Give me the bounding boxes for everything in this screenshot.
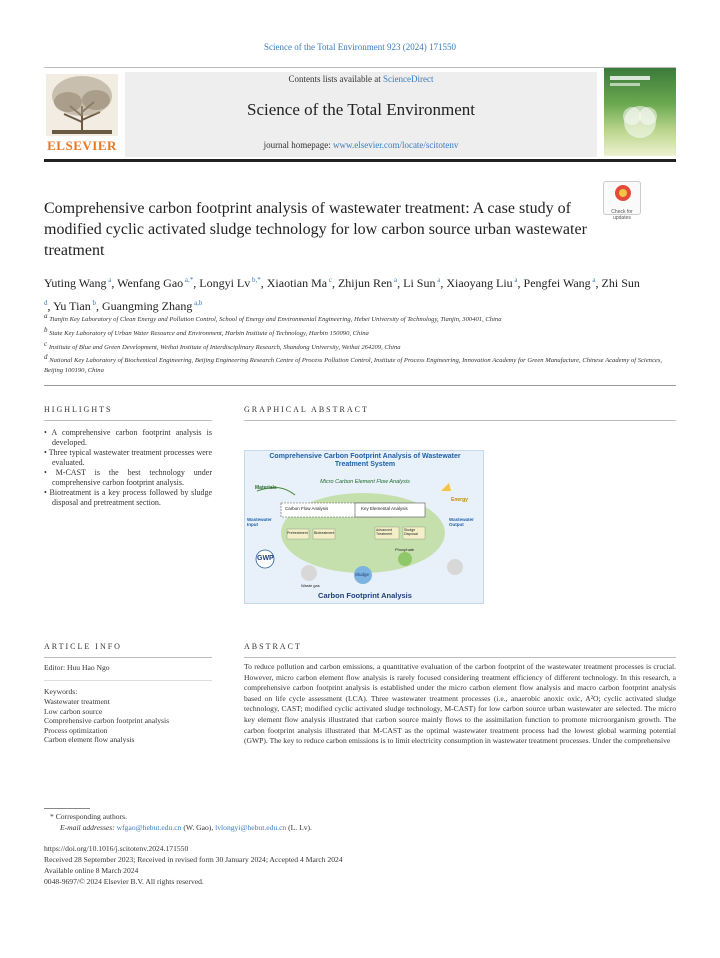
highlight-item: • M-CAST is the best technology under comprehensive carbon footprint analysis.: [44, 468, 212, 487]
author-name: Yu Tian: [53, 299, 91, 313]
author-name: Wenfang Gao: [117, 276, 184, 290]
author-affiliation-marker[interactable]: a: [590, 276, 596, 284]
journal-cover-image: [604, 68, 676, 156]
ga-waste-gas: Waste gas: [301, 583, 320, 588]
author-name: Zhi Sun: [601, 276, 640, 290]
email-line: [60, 823, 660, 833]
ga-energy: Energy: [451, 497, 468, 503]
copyright-line: 0048-9697/© 2024 Elsevier B.V. All rights reserved.: [44, 877, 204, 886]
author-affiliation-marker[interactable]: a: [106, 276, 112, 284]
highlights-list: [44, 428, 212, 508]
author-affiliation-marker[interactable]: d: [44, 299, 48, 307]
author-name: Xiaotian Ma: [266, 276, 328, 290]
ga-sludge: Sludge: [355, 572, 370, 577]
ga-wastewater-output: Wastewater Output: [449, 517, 474, 527]
article-title: Comprehensive carbon footprint analysis of wastewater treatment: A case study of modified cyclic activated sludge technology for low carbon source urban wastewater treatment: [44, 200, 587, 259]
author-name: Zhijun Ren: [337, 276, 393, 290]
keywords-heading: Keywords:: [44, 687, 78, 696]
author-affiliation-marker[interactable]: a: [435, 276, 441, 284]
ga-title: Comprehensive Carbon Footprint Analysis of Wastewater Treatment System: [269, 453, 461, 468]
author-affiliation-marker[interactable]: c: [327, 276, 332, 284]
doi-link[interactable]: https://doi.org/10.1016/j.scitotenv.2024.171550: [44, 844, 189, 853]
ga-flow-title: Micro Carbon Element Flow Analysis: [320, 479, 410, 485]
author-affiliation-marker[interactable]: a,b: [192, 299, 203, 307]
graphical-abstract-rule: [244, 420, 676, 421]
article-info-rule: [44, 657, 212, 658]
author-affiliation-marker[interactable]: b,*: [250, 276, 261, 284]
journal-title: Science of the Total Environment: [247, 100, 475, 119]
received-dates: Received 28 September 2023; Received in revised form 30 January 2024; Accepted 4 March 2024: [44, 855, 343, 864]
email-lv-name: (L. Lv).: [286, 823, 312, 832]
affiliation-item: [44, 340, 676, 353]
footnote-rule: [44, 808, 90, 809]
author-name: Longyi Lv: [199, 276, 251, 290]
ga-pretreatment: Pretreatment: [287, 531, 308, 535]
ga-carbon-flow: Carbon Flow Analysis: [285, 506, 329, 511]
cover-art-icon: [604, 68, 676, 156]
graphical-abstract-heading: GRAPHICAL ABSTRACT: [244, 405, 369, 414]
highlight-item: • A comprehensive carbon footprint analysis is developed.: [44, 428, 212, 447]
journal-reference[interactable]: Science of the Total Environment 923 (2024) 171550: [264, 42, 456, 52]
affiliation-marker: c: [44, 339, 49, 348]
highlights-rule: [44, 420, 212, 421]
email-gao-name: (W. Gao),: [181, 823, 216, 832]
author-affiliation-marker[interactable]: a: [392, 276, 398, 284]
ga-footer: Carbon Footprint Analysis: [318, 591, 412, 600]
email-label: E-mail addresses:: [60, 823, 115, 832]
ga-sludge-disposal: Sludge Disposal: [404, 528, 418, 536]
check-updates-icon: [604, 182, 642, 204]
ga-advanced-treatment: Advanced Treatment: [376, 528, 393, 536]
author-name: Li Sun: [403, 276, 436, 290]
header-bottom-rule: [44, 159, 676, 162]
section-rule: [44, 385, 676, 386]
affiliation-list: [44, 312, 676, 377]
corresponding-note: * Corresponding authors.: [50, 812, 127, 821]
check-updates-label: Check for updates: [611, 209, 633, 221]
highlight-item: • Three typical wastewater treatment processes were evaluated.: [44, 448, 212, 467]
affiliation-item: [44, 326, 676, 339]
keyword-item[interactable]: Carbon element flow analysis: [44, 735, 135, 745]
abstract-text: To reduce pollution and carbon emissions, a quantitative evaluation of the carbon footprint of the wastewater treatment processes is crucial. However, micro carbon element flow analysis is rarely focused considering treatment efficiency of different technology. In this research, a comprehensive carbon footprint analysis is established under the micro carbon element flow analysis and macro carbon footprint analysis based on life cycle assessment (LCA). Three wastewater treatment processes (i.e., anaerobic anoxic oxic, A²O; cyclic activated sludge technology, CAST; modified cyclic activated sludge technology, M-CAST) for low carbon source urban wastewater are selected. The micro key element flow analysis illustrated that carbon source mainly flows to the assimilation function to promote microorganism growth. The carbon footprint analysis illustrated that M-CAST as the optimal wastewater treatment process had the lowest global warming potential (GWP). The key to reduce carbon emissions is to limit electricity consumption in wastewater treatment processes. Under the comprehensive: [244, 662, 676, 746]
homepage-prefix: journal homepage:: [263, 140, 334, 150]
affiliation-text: State Key Laboratory of Urban Water Resource and Environment, Harbin Institute of Technology, Harbin 150090, China: [49, 329, 369, 337]
affiliation-item: [44, 312, 676, 325]
ga-wastewater-input: Wastewater Input: [247, 517, 272, 527]
author-affiliation-marker[interactable]: a: [512, 276, 518, 284]
affiliation-item: [44, 353, 676, 375]
affiliation-marker: b: [44, 325, 50, 334]
author-name: Yuting Wang: [44, 276, 107, 290]
available-online: Available online 8 March 2024: [44, 866, 139, 875]
ga-biotreatment: Biotreatment: [314, 531, 335, 535]
affiliation-text: Tianjin Key Laboratory of Clean Energy and Pollution Control, School of Energy and Environmental Engineering, Hebei University of Technology, Tianjin, 300401, China: [49, 316, 502, 324]
homepage-link[interactable]: www.elsevier.com/locate/scitotenv: [333, 140, 459, 150]
affiliation-marker: a: [44, 312, 50, 320]
elsevier-logo: [44, 72, 120, 158]
article-info-heading: ARTICLE INFO: [44, 642, 122, 651]
editor-rule: [44, 680, 212, 681]
contents-line: [125, 74, 597, 84]
check-for-updates-button[interactable]: [603, 181, 641, 221]
ga-phosphate: Phosphate: [395, 547, 415, 552]
email-link-lv[interactable]: lvlongyi@hebut.edu.cn: [215, 823, 287, 832]
author-affiliation-marker[interactable]: b: [90, 299, 96, 307]
author-affiliation-marker[interactable]: a,*: [183, 276, 194, 284]
author-name: Guangming Zhang: [102, 299, 193, 313]
affiliation-marker: d: [44, 353, 50, 362]
keyword-item[interactable]: Wastewater treatment: [44, 697, 110, 706]
journal-homepage: [125, 140, 597, 150]
publisher-name: ELSEVIER: [47, 138, 117, 153]
graphical-abstract-figure: [244, 450, 484, 604]
ga-gwp: GWP: [257, 555, 274, 562]
editor-line: Editor: Huu Hao Ngo: [44, 663, 110, 672]
header-top-rule: [44, 67, 676, 68]
author-name: Pengfei Wang: [523, 276, 591, 290]
keyword-item[interactable]: Low carbon source: [44, 706, 103, 716]
ga-materials: Materials: [255, 485, 277, 491]
highlight-item: • Biotreatment is a key process followed by sludge disposal and pretreatment section.: [44, 488, 212, 507]
ga-key-elemental: Key Elemental Analysis: [361, 506, 408, 511]
sciencedirect-link[interactable]: ScienceDirect: [383, 74, 434, 84]
author-list: Yuting Wang $^a$, Wenfang Gao $^{a,*}$, Longyi Lv $^{b,*}$, Xiaotian Ma $^c$, Zhijun Ren $^a$, Li Sun $^a$, Xiaoyang Liu $^a$, Pengfei Wang $^a$, Zhi Sun $^d$, Yu Tian $^b$, Guangming Zhang $^{a,b}$: [44, 276, 640, 313]
keyword-item[interactable]: Process optimization: [44, 725, 108, 735]
email-link-gao[interactable]: wfgao@hebut.edu.cn: [116, 823, 182, 832]
abstract-rule: [244, 657, 676, 658]
contents-prefix: Contents lists available at: [288, 74, 383, 84]
graphical-abstract-art: [245, 451, 485, 605]
highlights-heading: HIGHLIGHTS: [44, 405, 113, 414]
affiliation-text: National Key Laboratory of Biochemical Engineering, Beijing Engineering Research Centre of Process Pollution Control, Institute of Process Engineering, Innovation Academy for Green Manufacture, Chinese Academy of Sciences, Beijing 100190, China: [44, 357, 663, 375]
author-name: Xiaoyang Liu: [446, 276, 513, 290]
keyword-item[interactable]: Comprehensive carbon footprint analysis: [44, 716, 170, 726]
affiliation-text: Institute of Blue and Green Development, Weihai Institute of Interdisciplinary Research, Shandong University, Weihai 264209, China: [48, 343, 401, 351]
keywords-list: [44, 697, 224, 745]
abstract-heading: ABSTRACT: [244, 642, 302, 651]
